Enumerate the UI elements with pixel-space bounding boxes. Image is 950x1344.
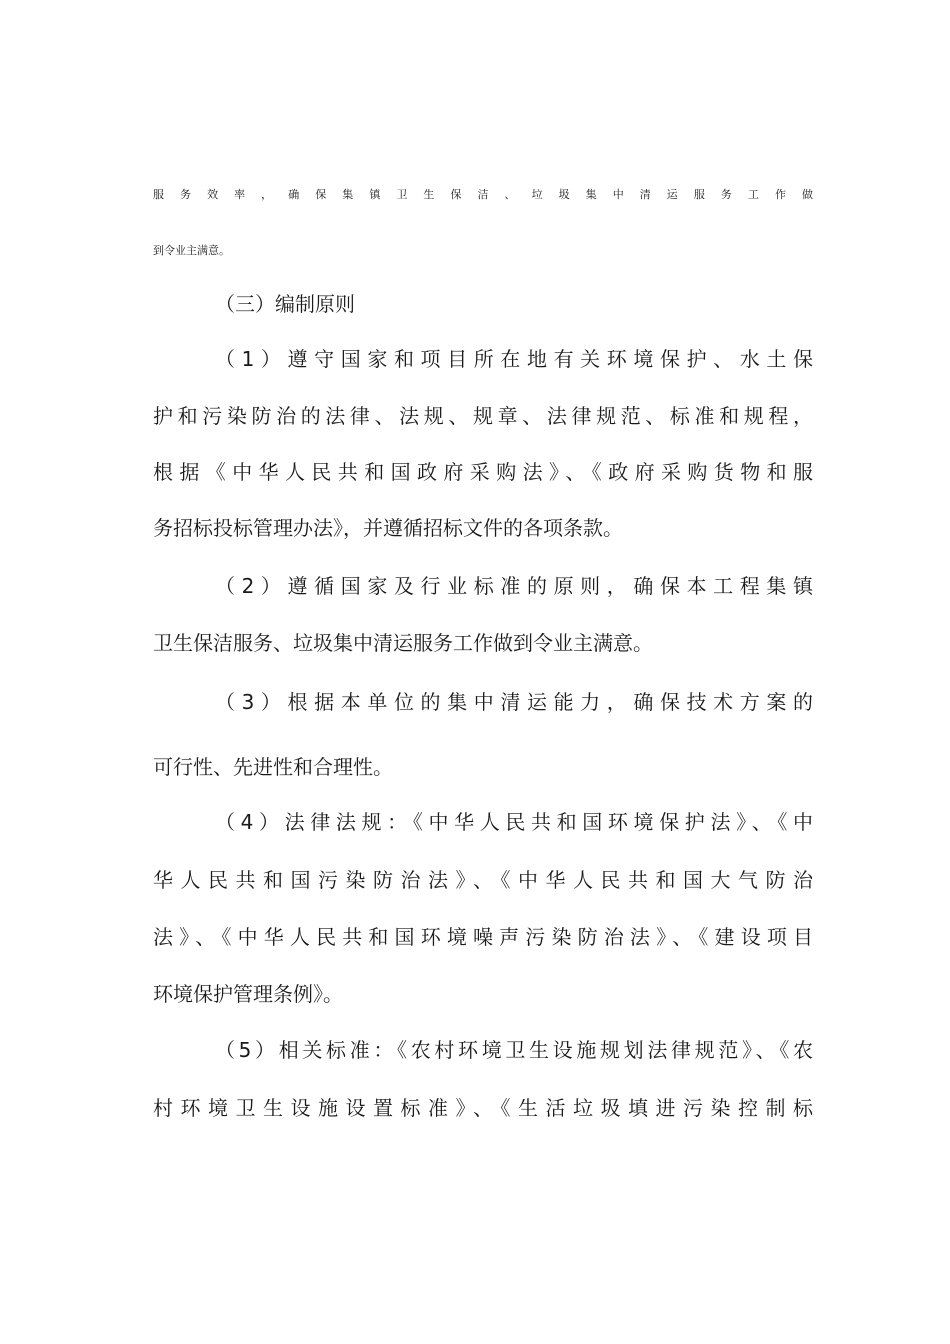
paragraph-4-line-1: （4）法律法规：《中华人民共和国环境保护法》、《中: [215, 810, 813, 834]
paragraph-3-line-1: （3）根据本单位的集中清运能力，确保技术方案的: [215, 690, 813, 714]
intro-line-2: 到令业主满意。: [153, 244, 230, 257]
section-heading: （三）编制原则: [215, 292, 355, 316]
paragraph-1-line-3: 根据《中华人民共和国政府采购法》、《政府采购货物和服: [153, 460, 813, 484]
paragraph-1-line-2: 护和污染防治的法律、法规、规章、法律规范、标准和规程，: [153, 404, 813, 428]
paragraph-1-line-4: 务招标投标管理办法》，并遵循招标文件的各项条款。: [153, 516, 623, 540]
paragraph-2-line-2: 卫生保洁服务、垃圾集中清运服务工作做到令业主满意。: [153, 631, 653, 655]
paragraph-2-line-1: （2）遵循国家及行业标准的原则，确保本工程集镇: [215, 574, 813, 598]
paragraph-1-line-1: （1）遵守国家和项目所在地有关环境保护、水土保: [215, 347, 813, 371]
paragraph-4-line-4: 环境保护管理条例》。: [153, 982, 343, 1006]
paragraph-4-line-2: 华人民共和国污染防治法》、《中华人民共和国大气防治: [153, 868, 813, 892]
paragraph-5-line-1: （5）相关标准：《农村环境卫生设施规划法律规范》、《农: [215, 1038, 813, 1062]
paragraph-5-line-2: 村环境卫生设施设置标准》、《生活垃圾填进污染控制标: [153, 1096, 813, 1120]
paragraph-4-line-3: 法》、《中华人民共和国环境噪声污染防治法》、《建设项目: [153, 925, 813, 949]
intro-line-1: 服务效率，确保集镇卫生保洁、垃圾集中清运服务工作做: [153, 188, 813, 201]
paragraph-3-line-2: 可行性、先进性和合理性。: [153, 755, 393, 779]
